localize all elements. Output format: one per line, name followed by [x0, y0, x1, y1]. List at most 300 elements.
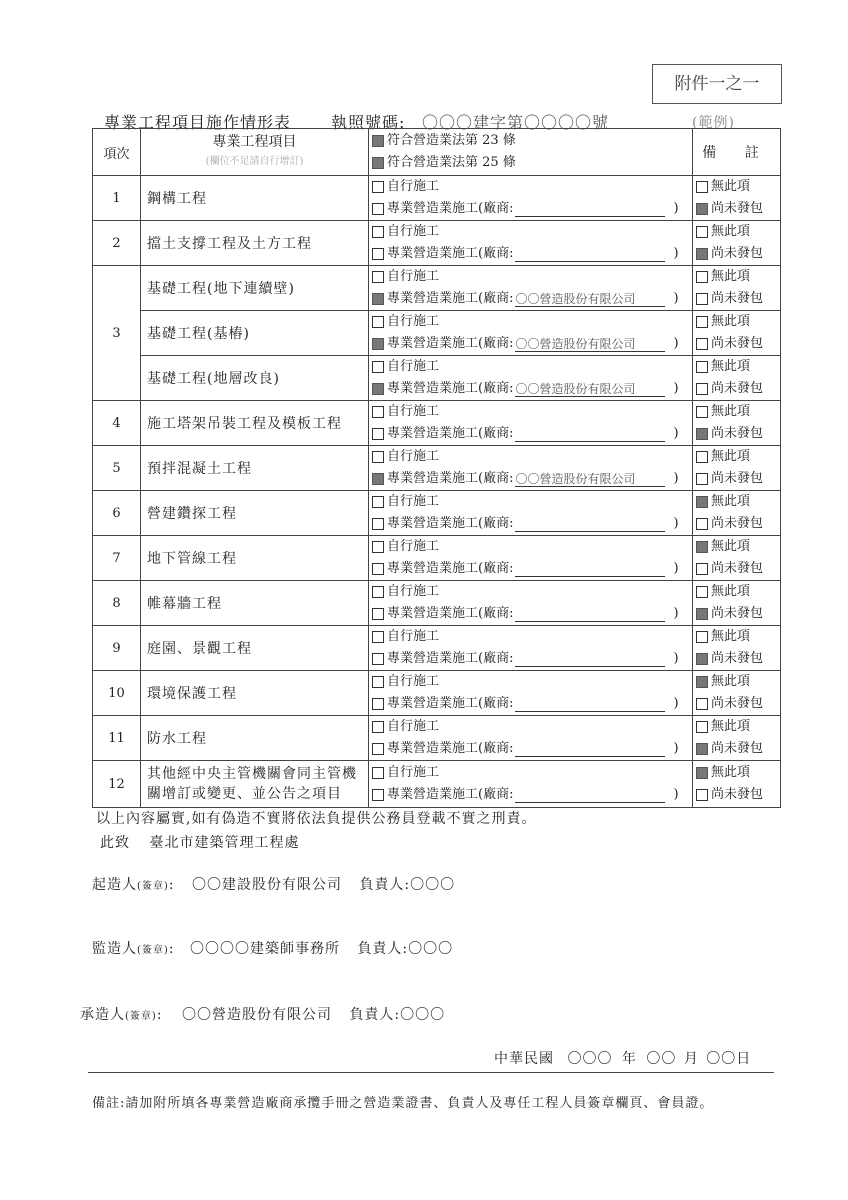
construction-method [369, 401, 693, 446]
no-item-option [693, 356, 780, 378]
signer-name: 〇〇建設股份有限公司 [191, 877, 342, 893]
col-item-header [141, 129, 369, 176]
construction-method [369, 176, 693, 221]
legal-25-checkbox[interactable] [372, 157, 384, 169]
row-number: 10 [93, 671, 141, 716]
note-cell [693, 311, 781, 356]
table-row [93, 311, 781, 356]
self-build-checkbox[interactable] [372, 767, 384, 779]
legal-23-label: 符合營造業法第 23 條 [387, 133, 516, 148]
no-item-checkbox[interactable] [696, 541, 708, 553]
self-build-checkbox[interactable] [372, 586, 384, 598]
legal-basis-header [369, 129, 693, 176]
self-build-checkbox[interactable] [372, 316, 384, 328]
construction-method [369, 536, 693, 581]
close-paren: ) [673, 696, 679, 711]
no-item-label: 無此項 [711, 359, 751, 374]
signer-name: 〇〇〇〇建築師事務所 [189, 941, 340, 957]
remark: 備註:請加附所填各專業營造廠商承攬手冊之營造業證書、負責人及專任工程人員簽章欄頁、會員證。 [92, 1096, 714, 1111]
not-awarded-label: 尚未發包 [711, 381, 764, 396]
contractor-option [369, 603, 692, 625]
self-build-option [369, 581, 692, 603]
contractor-label: 專業營造業施工(廠商: [387, 426, 514, 441]
not-awarded-checkbox[interactable] [696, 518, 708, 530]
work-item: 擋土支撐工程及土方工程 [141, 221, 369, 266]
note-cell [693, 446, 781, 491]
close-paren: ) [673, 516, 679, 531]
self-build-option [369, 266, 692, 288]
work-item: 基礎工程(地層改良) [141, 356, 369, 401]
contractor-option [369, 513, 692, 535]
close-paren: ) [673, 201, 679, 216]
contractor-checkbox[interactable] [372, 248, 384, 260]
no-item-checkbox[interactable] [696, 451, 708, 463]
contractor-checkbox[interactable] [372, 293, 384, 305]
no-item-checkbox[interactable] [696, 226, 708, 238]
self-build-label: 自行施工 [387, 629, 440, 644]
signer-rep: 負責人:〇〇〇 [357, 941, 454, 957]
work-item: 環境保護工程 [141, 671, 369, 716]
close-paren: ) [673, 561, 679, 576]
self-build-option [369, 311, 692, 333]
contractor-option [369, 198, 692, 220]
not-awarded-option [693, 558, 780, 580]
not-awarded-option [693, 288, 780, 310]
self-build-label: 自行施工 [387, 674, 440, 689]
construction-method [369, 491, 693, 536]
no-item-label: 無此項 [711, 494, 751, 509]
legal-23-checkbox[interactable] [372, 135, 384, 147]
date-month: 〇〇 [646, 1051, 677, 1067]
construction-method [369, 626, 693, 671]
self-build-checkbox[interactable] [372, 361, 384, 373]
not-awarded-option [693, 513, 780, 535]
self-build-label: 自行施工 [387, 179, 440, 194]
row-number: 6 [93, 491, 141, 536]
col-item-subtitle: (欄位不足請自行增訂) [205, 156, 304, 167]
no-item-checkbox[interactable] [696, 721, 708, 733]
self-build-option [369, 671, 692, 693]
row-number: 11 [93, 716, 141, 761]
no-item-option [693, 221, 780, 243]
self-build-label: 自行施工 [387, 359, 440, 374]
self-build-checkbox[interactable] [372, 226, 384, 238]
work-item: 基礎工程(基樁) [141, 311, 369, 356]
contractor-checkbox[interactable] [372, 518, 384, 530]
row-number: 5 [93, 446, 141, 491]
no-item-option [693, 446, 780, 468]
no-item-option [693, 401, 780, 423]
table-row [93, 581, 781, 626]
not-awarded-checkbox[interactable] [696, 563, 708, 575]
contractor-checkbox[interactable] [372, 563, 384, 575]
not-awarded-checkbox[interactable] [696, 203, 708, 215]
not-awarded-label: 尚未發包 [711, 336, 764, 351]
contractor-checkbox[interactable] [372, 789, 384, 801]
contractor-label: 專業營造業施工(廠商: [387, 336, 514, 351]
vendor-name-field[interactable] [515, 607, 665, 622]
not-awarded-label: 尚未發包 [711, 787, 764, 802]
contractor-option [369, 693, 692, 715]
table-row [93, 671, 781, 716]
no-item-checkbox[interactable] [696, 586, 708, 598]
work-item: 營建鑽探工程 [141, 491, 369, 536]
no-item-label: 無此項 [711, 719, 751, 734]
note-cell [693, 221, 781, 266]
not-awarded-label: 尚未發包 [711, 291, 764, 306]
contractor-label: 專業營造業施工(廠商: [387, 291, 514, 306]
license-value: 〇〇〇建字第〇〇〇〇號 [422, 113, 610, 132]
table-row [93, 266, 781, 311]
no-item-option [693, 536, 780, 558]
row-number: 9 [93, 626, 141, 671]
table-row [93, 716, 781, 761]
self-build-checkbox[interactable] [372, 496, 384, 508]
self-build-label: 自行施工 [387, 269, 440, 284]
work-item-line: 其他經中央主管機關會同主管機 [147, 766, 357, 782]
no-item-label: 無此項 [711, 584, 751, 599]
contractor-label: 專業營造業施工(廠商: [387, 561, 514, 576]
not-awarded-label: 尚未發包 [711, 741, 764, 756]
close-paren: ) [673, 426, 679, 441]
contractor-checkbox[interactable] [372, 698, 384, 710]
table-row [93, 536, 781, 581]
declaration: 以上內容屬實,如有偽造不實將依法負提供公務員登載不實之刑責。 [96, 811, 537, 827]
contractor-checkbox[interactable] [372, 608, 384, 620]
contractor-option [369, 378, 692, 400]
signer-rep: 負責人:〇〇〇 [349, 1007, 446, 1023]
self-build-checkbox[interactable] [372, 721, 384, 733]
construction-method [369, 221, 693, 266]
note-cell [693, 356, 781, 401]
self-build-option [369, 446, 692, 468]
signer-contractor: 承造人(簽章): 〇〇營造股份有限公司 負責人:〇〇〇 [80, 1007, 446, 1023]
close-paren: ) [673, 246, 679, 261]
no-item-checkbox[interactable] [696, 406, 708, 418]
vendor-name-field[interactable] [515, 788, 665, 803]
not-awarded-checkbox[interactable] [696, 428, 708, 440]
row-number: 4 [93, 401, 141, 446]
contractor-option [369, 468, 692, 490]
work-item: 施工塔架吊裝工程及模板工程 [141, 401, 369, 446]
vendor-name-field[interactable]: 〇〇營造股份有限公司 [515, 337, 665, 352]
self-build-checkbox[interactable] [372, 271, 384, 283]
table-row [93, 491, 781, 536]
form-title: 專業工程項目施作情形表 [104, 113, 292, 132]
construction-method [369, 266, 693, 311]
not-awarded-option [693, 603, 780, 625]
no-item-label: 無此項 [711, 629, 751, 644]
vendor-name-field[interactable] [515, 517, 665, 532]
no-item-option [693, 626, 780, 648]
no-item-label: 無此項 [711, 179, 751, 194]
no-item-label: 無此項 [711, 314, 751, 329]
not-awarded-option [693, 738, 780, 760]
note-cell [693, 671, 781, 716]
self-build-option [369, 762, 692, 784]
col-note-header: 備 註 [693, 129, 781, 176]
close-paren: ) [673, 651, 679, 666]
self-build-label: 自行施工 [387, 404, 440, 419]
sign-date [494, 1048, 751, 1068]
work-item: 基礎工程(地下連續壁) [141, 266, 369, 311]
self-build-label: 自行施工 [387, 314, 440, 329]
not-awarded-label: 尚未發包 [711, 246, 764, 261]
self-build-option [369, 176, 692, 198]
construction-method [369, 356, 693, 401]
vendor-name-field[interactable]: 〇〇營造股份有限公司 [515, 472, 665, 487]
contractor-checkbox[interactable] [372, 473, 384, 485]
note-cell [693, 761, 781, 808]
date-year: 〇〇〇 [567, 1051, 613, 1067]
note-cell [693, 401, 781, 446]
contractor-label: 專業營造業施工(廠商: [387, 696, 514, 711]
not-awarded-option [693, 243, 780, 265]
not-awarded-label: 尚未發包 [711, 471, 764, 486]
not-awarded-checkbox[interactable] [696, 743, 708, 755]
self-build-checkbox[interactable] [372, 631, 384, 643]
work-item: 帷幕牆工程 [141, 581, 369, 626]
not-awarded-checkbox[interactable] [696, 248, 708, 260]
no-item-label: 無此項 [711, 269, 751, 284]
note-cell [693, 581, 781, 626]
contractor-option [369, 648, 692, 670]
date-day: 〇〇 [706, 1051, 737, 1067]
vendor-name-field[interactable] [515, 202, 665, 217]
row-number: 2 [93, 221, 141, 266]
no-item-checkbox[interactable] [696, 767, 708, 779]
col-item-title: 專業工程項目 [212, 134, 297, 150]
not-awarded-checkbox[interactable] [696, 473, 708, 485]
contractor-label: 專業營造業施工(廠商: [387, 381, 514, 396]
no-item-option [693, 762, 780, 784]
table-row [93, 221, 781, 266]
not-awarded-option [693, 693, 780, 715]
contractor-option [369, 423, 692, 445]
no-item-label: 無此項 [711, 449, 751, 464]
no-item-checkbox[interactable] [696, 316, 708, 328]
note-cell [693, 176, 781, 221]
contractor-checkbox[interactable] [372, 743, 384, 755]
self-build-option [369, 536, 692, 558]
not-awarded-checkbox[interactable] [696, 293, 708, 305]
contractor-label: 專業營造業施工(廠商: [387, 787, 514, 802]
close-paren: ) [673, 741, 679, 756]
note-cell [693, 536, 781, 581]
construction-method [369, 581, 693, 626]
row-number: 1 [93, 176, 141, 221]
work-item: 防水工程 [141, 716, 369, 761]
not-awarded-checkbox[interactable] [696, 789, 708, 801]
not-awarded-checkbox[interactable] [696, 653, 708, 665]
contractor-checkbox[interactable] [372, 428, 384, 440]
no-item-label: 無此項 [711, 765, 751, 780]
self-build-label: 自行施工 [387, 449, 440, 464]
no-item-checkbox[interactable] [696, 496, 708, 508]
work-item: 預拌混凝土工程 [141, 446, 369, 491]
table-body [93, 176, 781, 808]
not-awarded-label: 尚未發包 [711, 201, 764, 216]
contractor-label: 專業營造業施工(廠商: [387, 606, 514, 621]
self-build-label: 自行施工 [387, 765, 440, 780]
sample-label: (範例) [692, 115, 735, 131]
not-awarded-label: 尚未發包 [711, 651, 764, 666]
vendor-name-field[interactable]: 〇〇營造股份有限公司 [515, 292, 665, 307]
form-bottom-rule [88, 1072, 774, 1073]
table-row [93, 176, 781, 221]
construction-method [369, 671, 693, 716]
note-cell [693, 626, 781, 671]
close-paren: ) [673, 291, 679, 306]
contractor-checkbox[interactable] [372, 653, 384, 665]
contractor-checkbox[interactable] [372, 203, 384, 215]
self-build-checkbox[interactable] [372, 181, 384, 193]
attachment-label: 附件一之一 [652, 64, 782, 104]
contractor-label: 專業營造業施工(廠商: [387, 201, 514, 216]
signer-name: 〇〇營造股份有限公司 [181, 1007, 332, 1023]
signer-role: 監造人 [92, 941, 137, 957]
no-item-option [693, 716, 780, 738]
signer-role: 起造人 [92, 877, 137, 893]
self-build-checkbox[interactable] [372, 676, 384, 688]
signer-role: 承造人 [80, 1007, 125, 1023]
not-awarded-checkbox[interactable] [696, 383, 708, 395]
vendor-name-field[interactable] [515, 697, 665, 712]
contractor-label: 專業營造業施工(廠商: [387, 516, 514, 531]
addressee: 臺北市建築管理工程處 [149, 835, 300, 851]
not-awarded-checkbox[interactable] [696, 338, 708, 350]
date-year-unit: 年 [621, 1051, 637, 1067]
no-item-checkbox[interactable] [696, 361, 708, 373]
no-item-checkbox[interactable] [696, 676, 708, 688]
no-item-checkbox[interactable] [696, 181, 708, 193]
self-build-label: 自行施工 [387, 539, 440, 554]
construction-method [369, 716, 693, 761]
no-item-option [693, 266, 780, 288]
no-item-label: 無此項 [711, 539, 751, 554]
row-number: 8 [93, 581, 141, 626]
not-awarded-option [693, 648, 780, 670]
work-item [141, 761, 369, 808]
work-item: 鋼構工程 [141, 176, 369, 221]
vendor-name-field[interactable] [515, 652, 665, 667]
signer-stamp: (簽章) [137, 881, 169, 892]
self-build-option [369, 491, 692, 513]
table-header-row [93, 129, 781, 176]
contractor-option [369, 784, 692, 806]
self-build-option [369, 221, 692, 243]
contractor-label: 專業營造業施工(廠商: [387, 741, 514, 756]
not-awarded-option [693, 198, 780, 220]
self-build-label: 自行施工 [387, 494, 440, 509]
note-cell [693, 716, 781, 761]
not-awarded-label: 尚未發包 [711, 561, 764, 576]
vendor-name-field[interactable] [515, 562, 665, 577]
contractor-option [369, 738, 692, 760]
no-item-checkbox[interactable] [696, 271, 708, 283]
self-build-option [369, 356, 692, 378]
vendor-name-field[interactable]: 〇〇營造股份有限公司 [515, 382, 665, 397]
close-paren: ) [673, 787, 679, 802]
no-item-option [693, 176, 780, 198]
vendor-name-field[interactable] [515, 742, 665, 757]
row-number: 7 [93, 536, 141, 581]
self-build-label: 自行施工 [387, 584, 440, 599]
no-item-option [693, 671, 780, 693]
row-number: 12 [93, 761, 141, 808]
vendor-name-field[interactable] [515, 247, 665, 262]
addressee-line [100, 832, 299, 852]
signer-rep: 負責人:〇〇〇 [359, 877, 456, 893]
not-awarded-label: 尚未發包 [711, 516, 764, 531]
signer-builder: 起造人(簽章): 〇〇建設股份有限公司 負責人:〇〇〇 [92, 877, 456, 893]
addressee-label: 此致 [100, 835, 130, 851]
no-item-label: 無此項 [711, 224, 751, 239]
not-awarded-label: 尚未發包 [711, 606, 764, 621]
no-item-option [693, 581, 780, 603]
contractor-checkbox[interactable] [372, 338, 384, 350]
contractor-checkbox[interactable] [372, 383, 384, 395]
contractor-option [369, 243, 692, 265]
self-build-checkbox[interactable] [372, 406, 384, 418]
self-build-option [369, 626, 692, 648]
self-build-label: 自行施工 [387, 224, 440, 239]
not-awarded-option [693, 333, 780, 355]
date-era: 中華民國 [494, 1051, 554, 1067]
contractor-option [369, 288, 692, 310]
close-paren: ) [673, 606, 679, 621]
table-row [93, 356, 781, 401]
col-no-header: 項次 [93, 129, 141, 176]
not-awarded-checkbox[interactable] [696, 698, 708, 710]
note-cell [693, 266, 781, 311]
no-item-label: 無此項 [711, 674, 751, 689]
no-item-option [693, 491, 780, 513]
construction-method [369, 311, 693, 356]
contractor-label: 專業營造業施工(廠商: [387, 651, 514, 666]
self-build-checkbox[interactable] [372, 451, 384, 463]
work-item: 庭園、景觀工程 [141, 626, 369, 671]
table-row [93, 626, 781, 671]
contractor-option [369, 558, 692, 580]
close-paren: ) [673, 471, 679, 486]
contractor-label: 專業營造業施工(廠商: [387, 246, 514, 261]
table-row [93, 446, 781, 491]
work-item: 地下管線工程 [141, 536, 369, 581]
not-awarded-label: 尚未發包 [711, 426, 764, 441]
signer-supervisor: 監造人(簽章): 〇〇〇〇建築師事務所 負責人:〇〇〇 [92, 941, 454, 957]
self-build-checkbox[interactable] [372, 541, 384, 553]
no-item-option [693, 311, 780, 333]
self-build-option [369, 716, 692, 738]
date-day-unit: 日 [736, 1051, 752, 1067]
vendor-name-field[interactable] [515, 427, 665, 442]
legal-25-label: 符合營造業法第 25 條 [387, 155, 516, 170]
contractor-option [369, 333, 692, 355]
close-paren: ) [673, 336, 679, 351]
no-item-checkbox[interactable] [696, 631, 708, 643]
close-paren: ) [673, 381, 679, 396]
not-awarded-option [693, 378, 780, 400]
not-awarded-option [693, 784, 780, 806]
not-awarded-checkbox[interactable] [696, 608, 708, 620]
signer-stamp: (簽章) [125, 1011, 157, 1022]
contractor-label: 專業營造業施工(廠商: [387, 471, 514, 486]
work-item-line: 關增訂或變更、並公告之項目 [147, 786, 342, 802]
row-number: 3 [93, 266, 141, 401]
self-build-option [369, 401, 692, 423]
construction-method [369, 446, 693, 491]
